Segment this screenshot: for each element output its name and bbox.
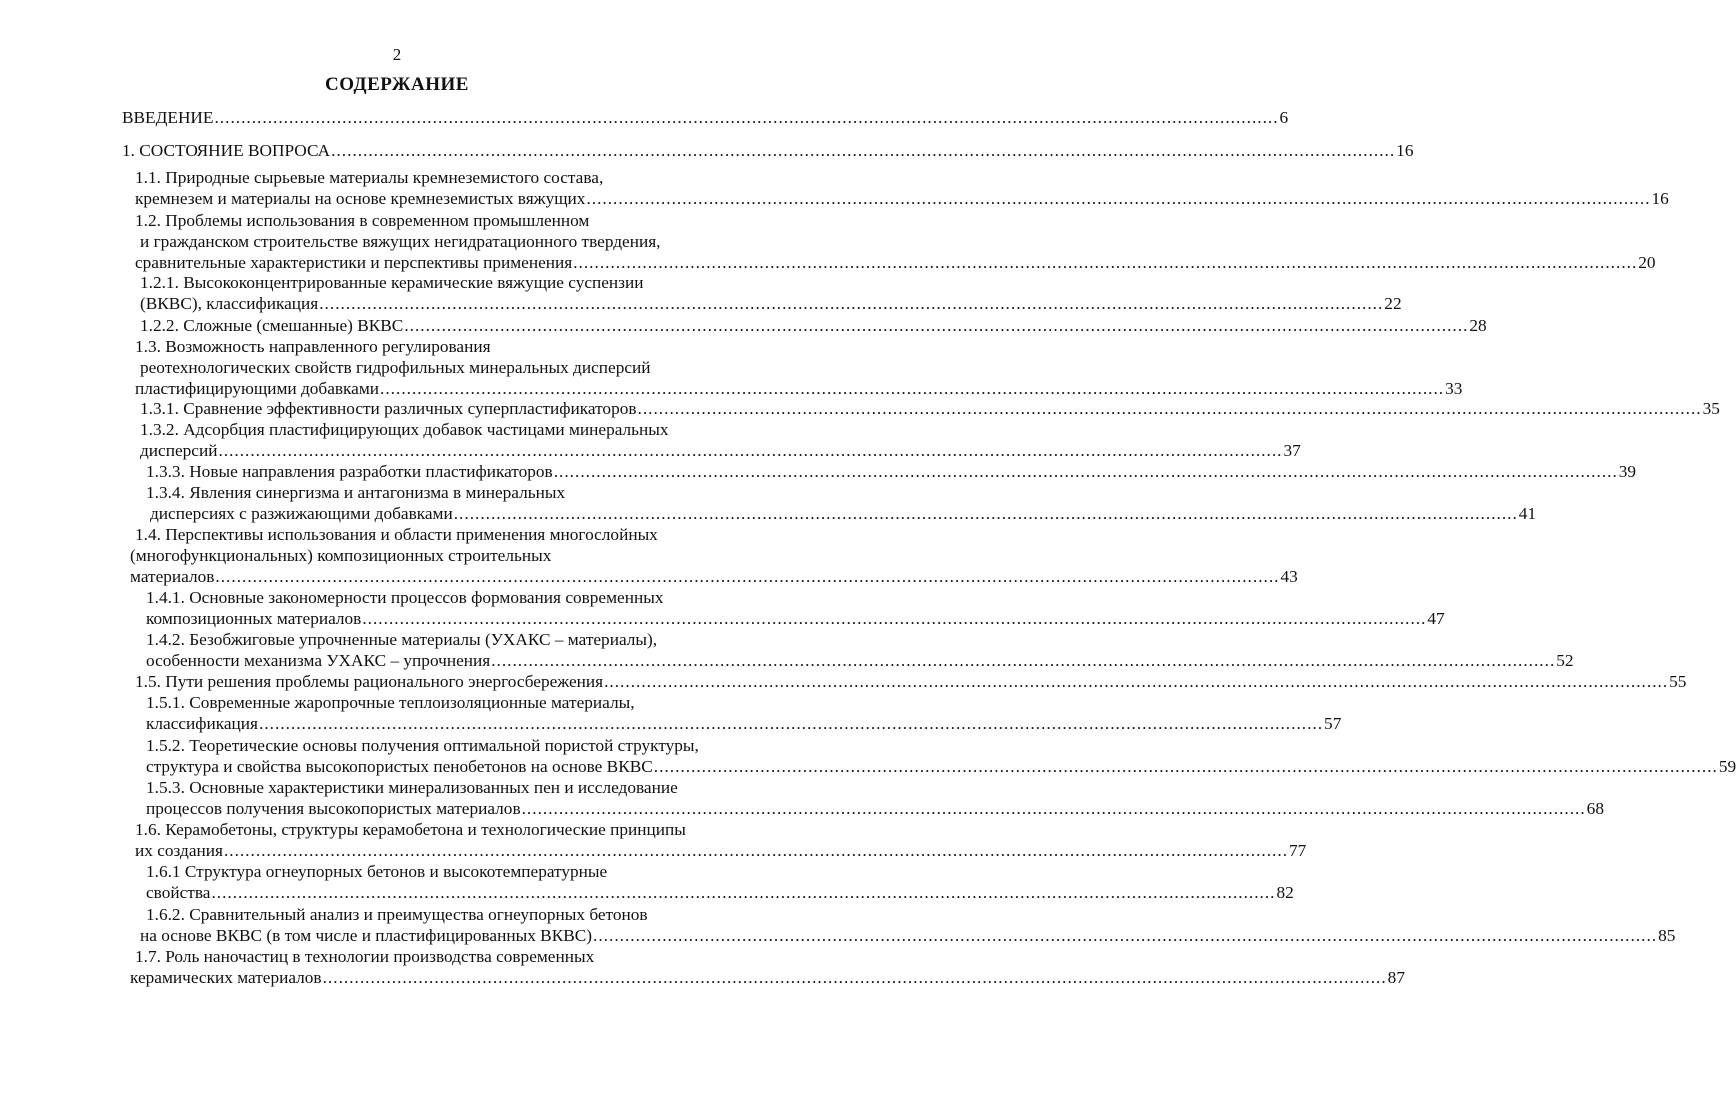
dot-leader: ........................................................................................................................................................................................................ bbox=[404, 316, 1469, 335]
toc-entry-title: 1.3.4. Явления синергизма и антагонизма в минеральных bbox=[146, 483, 566, 502]
toc-entry-last-line bbox=[146, 712, 1342, 736]
dot-leader: ........................................................................................................................................................................................................ bbox=[223, 841, 1289, 860]
toc-page-number: 57 bbox=[1324, 714, 1342, 733]
toc-page-number: 59 bbox=[1718, 757, 1736, 776]
toc-page-number: 85 bbox=[1658, 926, 1676, 945]
toc-page-number: 6 bbox=[1279, 108, 1289, 127]
toc-entry-title: 1.3.1. Сравнение эффективности различных суперпластификаторов bbox=[140, 399, 637, 418]
dot-leader: ........................................................................................................................................................................................................ bbox=[521, 799, 1586, 818]
toc-entry-title: (ВКВС), классификация bbox=[140, 294, 319, 313]
dot-leader: ........................................................................................................................................................................................................ bbox=[586, 189, 1651, 208]
toc-entry-title: композиционных материалов bbox=[146, 609, 362, 628]
toc-page-number: 87 bbox=[1387, 968, 1405, 987]
dot-leader: ........................................................................................................................................................................................................ bbox=[593, 926, 1658, 945]
dot-leader: ........................................................................................................................................................................................................ bbox=[380, 379, 1445, 398]
toc-entry-title: 1.4.2. Безобжиговые упрочненные материалы (УХАКС – материалы), bbox=[146, 630, 658, 649]
toc-entry-last-line bbox=[140, 292, 1402, 316]
toc-entry-title: 1.5. Пути решения проблемы рационального энергосбережения bbox=[135, 672, 604, 691]
toc-entry-title: 1.6.1 Структура огнеупорных бетонов и высокотемпературные bbox=[146, 862, 608, 881]
toc-entry-title: реотехнологических свойств гидрофильных минеральных дисперсий bbox=[140, 358, 651, 377]
toc-entry-title: 1.2. Проблемы использования в современном промышленном bbox=[135, 211, 590, 230]
toc-page-number: 35 bbox=[1702, 399, 1720, 418]
dot-leader: ........................................................................................................................................................................................................ bbox=[653, 757, 1718, 776]
toc-entry-title: сравнительные характеристики и перспективы применения bbox=[135, 253, 573, 272]
toc-entry-title: их создания bbox=[135, 841, 223, 860]
toc-entry-title: 1.5.1. Современные жаропрочные теплоизоляционные материалы, bbox=[146, 693, 635, 712]
toc-entry-title: 1. СОСТОЯНИЕ ВОПРОСА bbox=[122, 141, 331, 160]
toc-entry-title: 1.3.2. Адсорбция пластифицирующих добавок частицами минеральных bbox=[140, 420, 669, 439]
toc-entry-title: классификация bbox=[146, 714, 258, 733]
dot-leader: ........................................................................................................................................................................................................ bbox=[362, 609, 1427, 628]
toc-entry-title: 1.5.3. Основные характеристики минерализованных пен и исследование bbox=[146, 778, 678, 797]
toc-entry-title: материалов bbox=[130, 567, 215, 586]
dot-leader: ........................................................................................................................................................................................................ bbox=[331, 141, 1396, 160]
toc-entry-title: (многофункциональных) композиционных строительных bbox=[130, 546, 552, 565]
toc-entry-title: керамических материалов bbox=[130, 968, 322, 987]
toc-entry-title: кремнезем и материалы на основе кремнеземистых вяжущих bbox=[135, 189, 586, 208]
dot-leader: ........................................................................................................................................................................................................ bbox=[637, 399, 1702, 418]
dot-leader: ........................................................................................................................................................................................................ bbox=[218, 441, 1283, 460]
toc-entry-title: дисперсиях с разжижающими добавками bbox=[150, 504, 453, 523]
dot-leader: ........................................................................................................................................................................................................ bbox=[215, 567, 1280, 586]
toc-page-number: 82 bbox=[1276, 883, 1294, 902]
toc-entry-title: 1.2.2. Сложные (смешанные) ВКВС bbox=[140, 316, 404, 335]
toc-entry-last-line bbox=[146, 881, 1294, 905]
toc-page-number: 16 bbox=[1651, 189, 1669, 208]
toc-entry-title: 1.5.2. Теоретические основы получения оптимальной пористой структуры, bbox=[146, 736, 699, 755]
toc-entry-title: 1.7. Роль наночастиц в технологии производства современных bbox=[135, 947, 595, 966]
dot-leader: ........................................................................................................................................................................................................ bbox=[604, 672, 1669, 691]
toc-page-number: 28 bbox=[1469, 316, 1487, 335]
dot-leader: ........................................................................................................................................................................................................ bbox=[553, 462, 1618, 481]
toc-page-number: 33 bbox=[1445, 379, 1463, 398]
toc-page-number: 37 bbox=[1283, 441, 1301, 460]
toc-entry-title: дисперсий bbox=[140, 441, 218, 460]
toc-entry-title: структура и свойства высокопористых пенобетонов на основе ВКВС bbox=[146, 757, 653, 776]
toc-page-number: 39 bbox=[1618, 462, 1637, 481]
toc-entry-last-line bbox=[130, 966, 1405, 990]
toc-entry-title: 1.3.3. Новые направления разработки пластификаторов bbox=[146, 462, 553, 481]
toc-page-number: 77 bbox=[1289, 841, 1307, 860]
toc-page-number: 41 bbox=[1518, 504, 1537, 523]
dot-leader: ........................................................................................................................................................................................................ bbox=[491, 651, 1556, 670]
page-number: 2 bbox=[392, 45, 402, 64]
toc-page-number: 43 bbox=[1280, 567, 1298, 586]
toc-entry-last-line bbox=[122, 106, 1289, 130]
toc-page-number: 16 bbox=[1396, 141, 1414, 160]
toc-entry-title: 1.4. Перспективы использования и области применения многослойных bbox=[135, 525, 658, 544]
toc-entry-title: 1.2.1. Высококонцентрированные керамические вяжущие суспензии bbox=[140, 273, 644, 292]
toc-page-number: 52 bbox=[1556, 651, 1574, 670]
dot-leader: ........................................................................................................................................................................................................ bbox=[453, 504, 1518, 523]
toc-page-number: 68 bbox=[1586, 799, 1604, 818]
toc-entry-title: процессов получения высокопористых материалов bbox=[146, 799, 521, 818]
toc-entry-title: на основе ВКВС (в том числе и пластифицированных ВКВС) bbox=[140, 926, 593, 945]
dot-leader: ........................................................................................................................................................................................................ bbox=[319, 294, 1384, 313]
toc-entry-last-line bbox=[135, 187, 1669, 211]
toc-entry-title: 1.6.2. Сравнительный анализ и преимущества огнеупорных бетонов bbox=[146, 905, 648, 924]
dot-leader: ........................................................................................................................................................................................................ bbox=[258, 714, 1324, 733]
dot-leader: ........................................................................................................................................................................................................ bbox=[214, 108, 1279, 127]
dot-leader: ........................................................................................................................................................................................................ bbox=[211, 883, 1276, 902]
toc-entry-title: пластифицирующими добавками bbox=[135, 379, 380, 398]
dot-leader: ........................................................................................................................................................................................................ bbox=[573, 253, 1638, 272]
dot-leader: ........................................................................................................................................................................................................ bbox=[322, 968, 1387, 987]
toc-title: СОДЕРЖАНИЕ bbox=[325, 74, 469, 95]
toc-entry-title: 1.4.1. Основные закономерности процессов формования современных bbox=[146, 588, 664, 607]
toc-page-number: 55 bbox=[1669, 672, 1687, 691]
toc-entry-title: 1.6. Керамобетоны, структуры керамобетона и технологические принципы bbox=[135, 820, 686, 839]
toc-page-number: 22 bbox=[1384, 294, 1402, 313]
toc-page-number: 20 bbox=[1638, 253, 1656, 272]
toc-entry-title: особенности механизма УХАКС – упрочнения bbox=[146, 651, 491, 670]
toc-entry-title: 1.1. Природные сырьевые материалы кремнеземистого состава, bbox=[135, 168, 604, 187]
toc-entry-title: свойства bbox=[146, 883, 211, 902]
toc-entry-title: и гражданском строительстве вяжущих негидратационного твердения, bbox=[140, 232, 661, 251]
toc-entry-last-line bbox=[122, 139, 1414, 163]
toc-page-number: 47 bbox=[1427, 609, 1445, 628]
toc-entry-title: 1.3. Возможность направленного регулирования bbox=[135, 337, 491, 356]
toc-entry-title: ВВЕДЕНИЕ bbox=[122, 108, 214, 127]
